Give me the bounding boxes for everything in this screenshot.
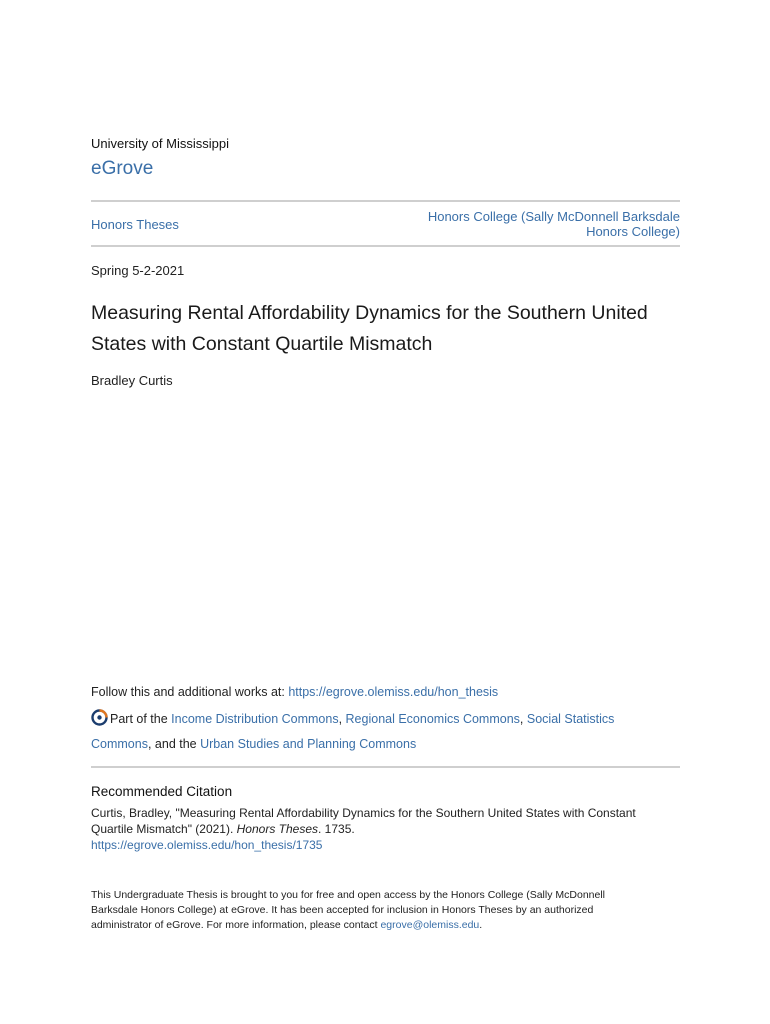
notice-line1: This Undergraduate Thesis is brought to you for free and open access by the Honors College (Sally McDonnell: [91, 889, 605, 901]
citation-url-link[interactable]: https://egrove.olemiss.edu/hon_thesis/1735: [91, 838, 323, 852]
citation-line2-prefix: Quartile Mismatch" (2021).: [91, 822, 237, 836]
honors-college-link-line1: Honors College (Sally McDonnell Barksdale: [427, 209, 680, 224]
citation-line1: Curtis, Bradley, "Measuring Rental Affordability Dynamics for the Southern United States with Constant: [91, 806, 636, 820]
institution-name: University of Mississippi: [91, 136, 229, 151]
honors-college-link[interactable]: [428, 209, 680, 239]
notice-line2: Barksdale Honors College) at eGrove. It has been accepted for inclusion in Honors Theses by an authorized: [91, 904, 594, 916]
recommended-citation-heading: Recommended Citation: [91, 784, 233, 799]
citation-series: Honors Theses: [236, 822, 319, 836]
disciplines-line: [91, 708, 680, 755]
thesis-title: [91, 298, 691, 360]
citation-text: [91, 805, 680, 853]
contact-email-link[interactable]: egrove@olemiss.edu: [380, 919, 480, 931]
follow-line: [91, 685, 680, 699]
notice-line3-suffix: .: [479, 919, 483, 931]
separator-2: ,: [519, 712, 527, 726]
income-distribution-link[interactable]: Income Distribution Commons: [171, 712, 339, 726]
repository-link[interactable]: eGrove: [91, 158, 154, 179]
citation-divider: [91, 766, 680, 768]
and-the-text: , and the: [147, 737, 201, 751]
follow-label: Follow this and additional works at:: [91, 685, 289, 699]
top-divider: [91, 200, 680, 202]
citation-line2-suffix: . 1735.: [318, 822, 355, 836]
honors-theses-link[interactable]: Honors Theses: [91, 216, 179, 232]
social-statistics-line1: Social Statistics: [526, 712, 615, 726]
nav-divider: [91, 245, 680, 247]
partof-prefix: Part of the: [110, 712, 172, 726]
regional-economics-link[interactable]: Regional Economics Commons: [345, 712, 520, 726]
social-statistics-line2: Commons: [91, 737, 148, 751]
follow-url-link[interactable]: https://egrove.olemiss.edu/hon_thesis: [288, 685, 499, 699]
urban-studies-link[interactable]: Urban Studies and Planning Commons: [200, 737, 417, 751]
thesis-title-line2: States with Constant Quartile Mismatch: [91, 333, 433, 355]
publication-date: Spring 5-2-2021: [91, 263, 185, 278]
bepress-network-icon: [91, 709, 108, 733]
thesis-title-line1: Measuring Rental Affordability Dynamics for the Southern United: [91, 302, 648, 324]
author-name: Bradley Curtis: [91, 373, 173, 388]
collection-nav: [91, 208, 680, 240]
honors-college-link-line2: Honors College): [586, 224, 680, 239]
notice-line3-prefix: administrator of eGrove. For more information, please contact: [91, 919, 381, 931]
separator-1: ,: [338, 712, 346, 726]
access-notice: [91, 888, 680, 933]
